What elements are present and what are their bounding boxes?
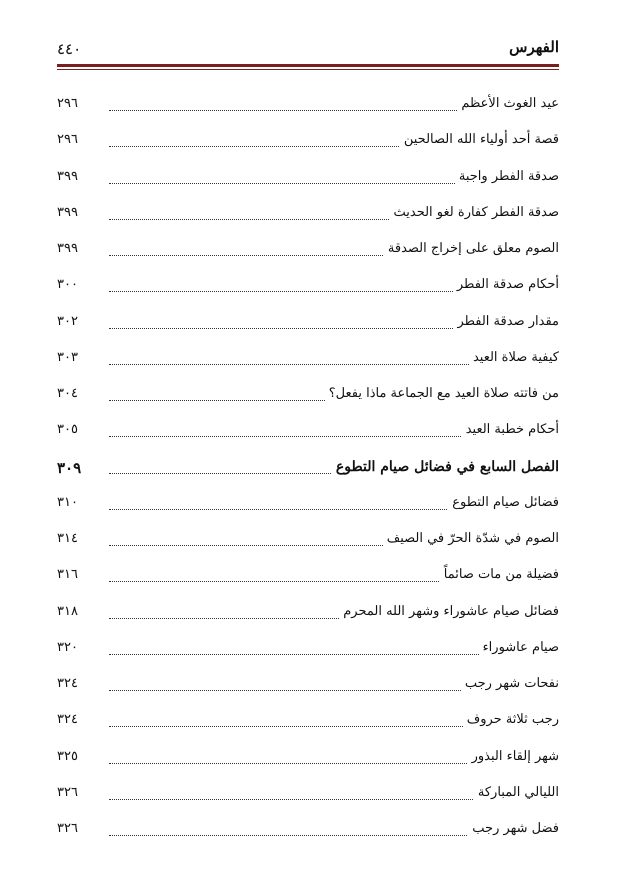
toc-entry-page: ٣١٤	[57, 531, 78, 546]
header-rule-thick	[57, 64, 559, 67]
toc-entry-page: ٣٠٩	[57, 458, 82, 477]
toc-entry	[57, 632, 559, 668]
toc-entry-page: ٢٩٦	[57, 132, 78, 148]
toc-entry-title: أحكام خطبة العيد	[462, 422, 559, 437]
toc-entry	[57, 342, 559, 378]
toc-entry-title: رجب ثلاثة حروف	[463, 712, 559, 727]
toc-entry-page: ٣٩٩	[57, 204, 78, 220]
toc-entry-title: الصوم معلق على إخراج الصدقة	[384, 241, 559, 256]
page-number: ٤٤٠	[57, 40, 82, 58]
toc-entry-page: ٣٠٠	[57, 277, 78, 293]
toc-entry-title: الفصل السابع في فضائل صيام التطوع	[332, 459, 559, 475]
toc-entry-title: صدقة الفطر كفارة لغو الحديث	[390, 205, 560, 220]
toc-entry-title: عيد الغوث الأعظم	[457, 96, 559, 111]
toc-entry	[57, 233, 559, 269]
toc-entry-title: صيام عاشوراء	[479, 640, 559, 655]
toc-entry-page: ٣٢٤	[57, 676, 78, 691]
toc-entry-page: ٣١٨	[57, 603, 78, 619]
toc-entry-title: فضيلة من مات صائماً	[440, 567, 559, 582]
toc-entry-page: ٣٩٩	[57, 168, 78, 184]
toc-list	[57, 88, 559, 849]
toc-entry	[57, 487, 559, 523]
toc-entry-title: الصوم في شدّة الحرّ في الصيف	[383, 531, 559, 546]
toc-entry	[57, 269, 559, 305]
toc-entry-page: ٣١٠	[57, 494, 78, 510]
toc-entry	[57, 777, 559, 813]
toc-entry	[57, 523, 559, 559]
toc-entry-page: ٣٠٢	[57, 313, 78, 329]
toc-entry-title: فضائل صيام عاشوراء وشهر الله المحرم	[339, 604, 559, 619]
toc-entry	[57, 704, 559, 740]
toc-entry	[57, 197, 559, 233]
toc-entry-title: نفحات شهر رجب	[461, 676, 559, 691]
toc-entry	[57, 88, 559, 124]
toc-entry-page: ٣٠٤	[57, 386, 78, 401]
toc-entry-page: ٣٠٥	[57, 422, 78, 438]
toc-entry-page: ٣١٦	[57, 567, 78, 583]
toc-entry	[57, 378, 559, 414]
toc-entry	[57, 124, 559, 160]
toc-entry-title: مقدار صدقة الفطر	[453, 314, 559, 329]
toc-entry-page: ٣٢٦	[57, 821, 78, 836]
toc-entry-page: ٣٠٣	[57, 349, 78, 365]
toc-entry-title: فضائل صيام التطوع	[448, 495, 559, 510]
toc-entry-title: أحكام صدقة الفطر	[453, 277, 559, 292]
toc-entry-title: فضل شهر رجب	[468, 821, 559, 836]
page-title: الفهرس	[509, 38, 559, 56]
toc-entry-page: ٣٢٦	[57, 784, 78, 800]
toc-entry	[57, 596, 559, 632]
toc-chapter-heading	[57, 451, 559, 487]
toc-entry	[57, 414, 559, 450]
toc-entry-title: شهر إلقاء البذور	[468, 749, 559, 764]
toc-entry-page: ٣٢٤	[57, 712, 78, 728]
header-rule-thin	[57, 69, 559, 70]
toc-entry	[57, 741, 559, 777]
toc-entry	[57, 813, 559, 849]
page-header	[57, 38, 559, 62]
toc-entry-page: ٣٢٠	[57, 639, 78, 655]
toc-entry-page: ٣٩٩	[57, 241, 78, 256]
toc-entry-page: ٣٢٥	[57, 748, 78, 764]
toc-entry-title: من فاتته صلاة العيد مع الجماعة ماذا يفعل؟	[325, 386, 559, 401]
toc-entry-page: ٢٩٦	[57, 96, 78, 111]
toc-entry	[57, 161, 559, 197]
toc-entry-title: قصة أحد أولياء الله الصالحين	[400, 132, 559, 147]
toc-entry-title: الليالي المباركة	[474, 785, 559, 800]
toc-entry	[57, 306, 559, 342]
toc-entry-title: صدقة الفطر واجبة	[455, 169, 559, 184]
toc-entry-title: كيفية صلاة العيد	[469, 350, 559, 365]
toc-entry	[57, 668, 559, 704]
toc-entry	[57, 559, 559, 595]
